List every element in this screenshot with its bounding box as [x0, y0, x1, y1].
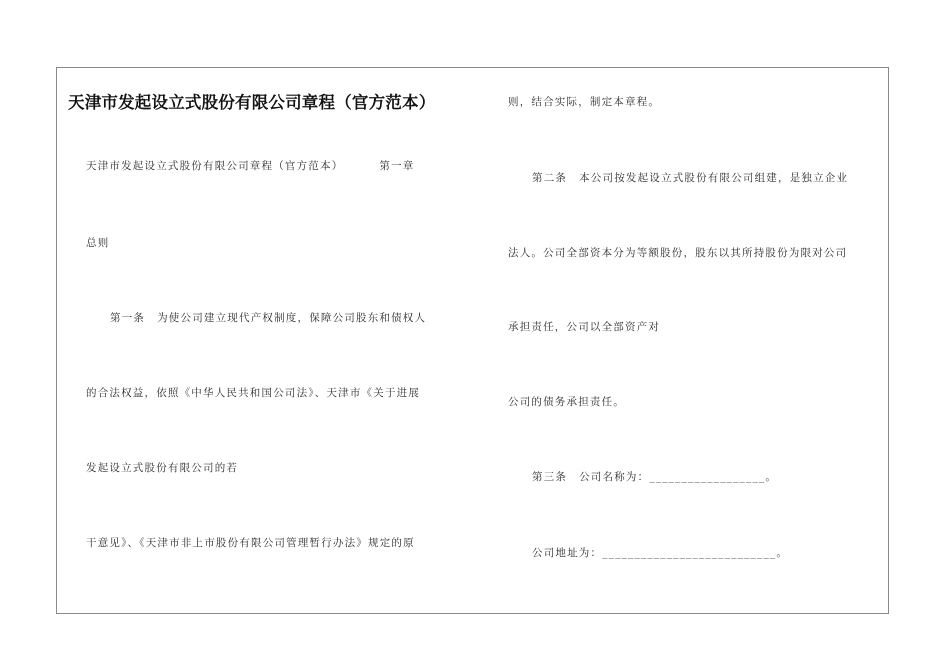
article2-line4: 公司的债务承担责任。: [508, 396, 625, 408]
heading-repeat: 天津市发起设立式股份有限公司章程（官方范本）: [86, 160, 344, 172]
article1-line3: 发起设立式股份有限公司的若: [86, 462, 239, 474]
heading-line: [86, 158, 415, 173]
company-address-prefix: 公司地址为：: [532, 547, 603, 559]
company-address-blank: ___________________________: [602, 547, 777, 559]
article1-first-line: [110, 310, 426, 325]
article2-label: 第二条: [532, 172, 568, 184]
document-title: 天津市发起设立式股份有限公司章程（官方范本）: [68, 93, 436, 112]
company-address-suffix: 。: [776, 547, 789, 559]
article2-first-line: [532, 170, 848, 185]
company-name-blank: __________________: [649, 471, 766, 483]
article1-line4: 干意见》、《天津市非上市股份有限公司管理暂行办法》规定的原: [86, 537, 415, 549]
article2-text: 本公司按发起设立式股份有限公司组建，是独立企业: [579, 172, 849, 184]
company-name-prefix: 公司名称为：: [579, 471, 650, 483]
article1-line5: 则，结合实际，制定本章程。: [508, 96, 661, 108]
article2-line2: 法人。公司全部资本分为等额股份，股东以其所持股份为限对公司: [508, 247, 848, 259]
page-frame: [56, 67, 889, 614]
article2-line3: 承担责任，公司以全部资产对: [508, 321, 661, 333]
article3-company-name-line: [532, 469, 777, 484]
company-name-suffix: 。: [765, 471, 778, 483]
chapter-name: 总则: [86, 237, 110, 249]
article1-label: 第一条: [110, 312, 146, 324]
article1-text: 为使公司建立现代产权制度，保障公司股东和债权人: [157, 312, 427, 324]
company-address-line: [532, 545, 788, 560]
article3-label: 第三条: [532, 471, 568, 483]
article1-line2: 的合法权益，依照《中华人民共和国公司法》、天津市《关于进展: [86, 387, 421, 399]
chapter-number: 第一章: [379, 160, 415, 172]
